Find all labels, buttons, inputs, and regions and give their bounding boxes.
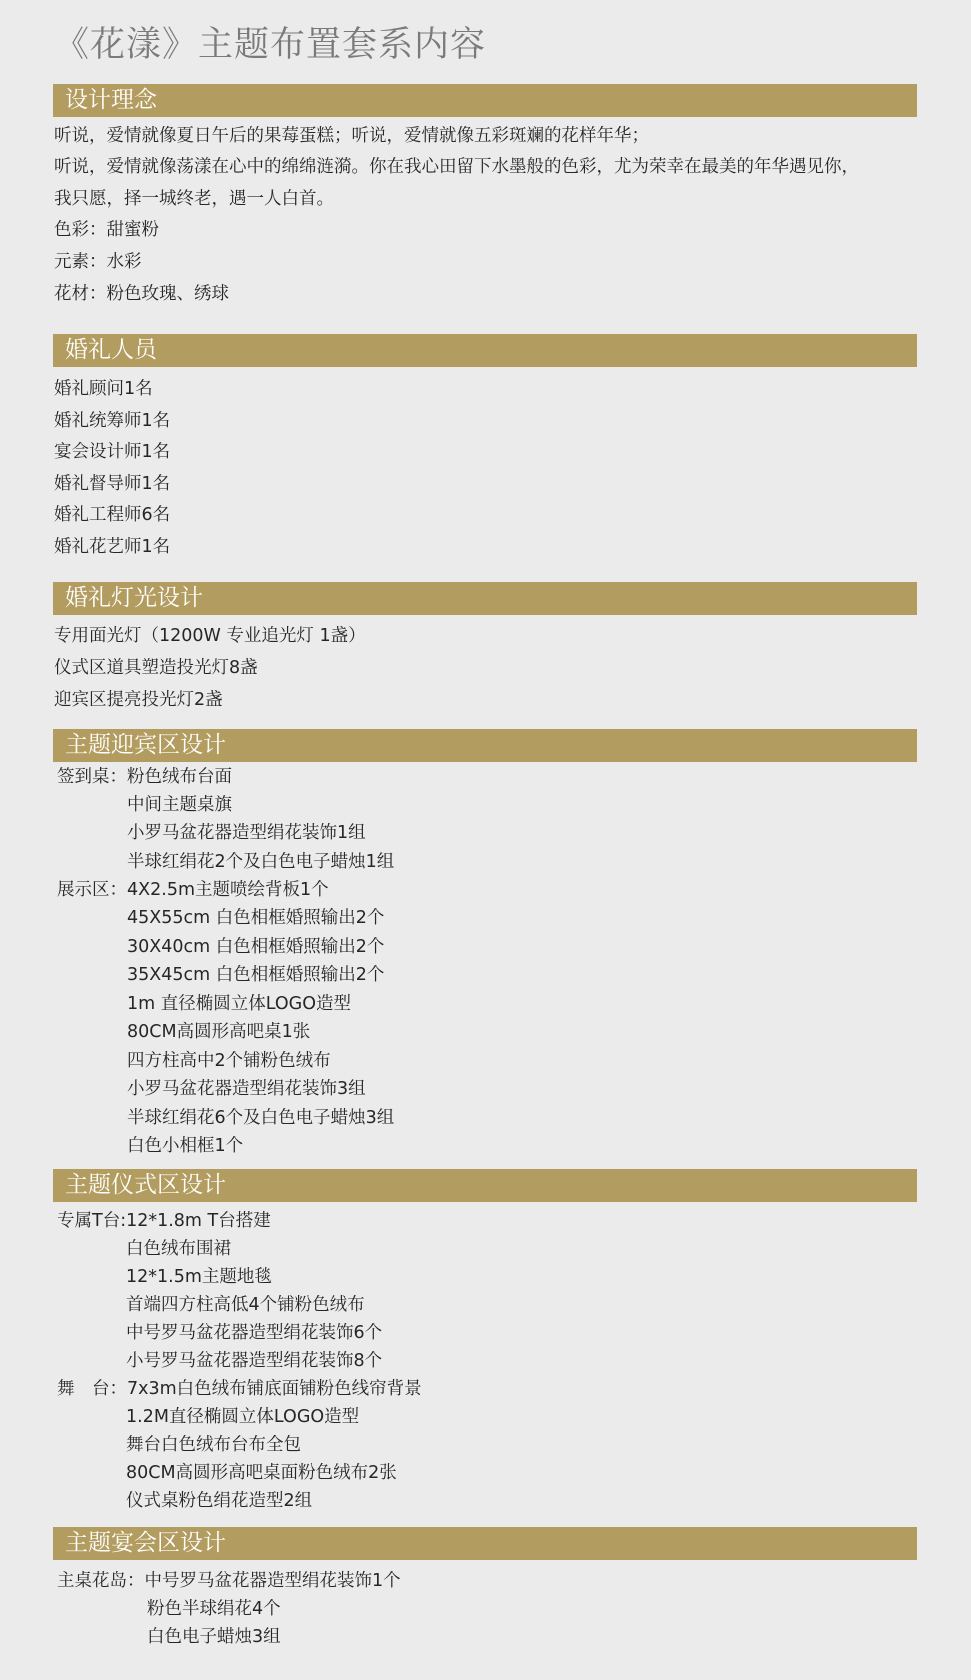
page-title: 《花漾》主题布置套系内容 bbox=[54, 25, 487, 65]
concept-line: 听说，爱情就像荡漾在心中的绵绵涟漪。你在我心田留下水墨般的色彩，尤为荣幸在最美的年华遇见你， bbox=[54, 157, 859, 177]
concept-line: 元素：水彩 bbox=[54, 252, 142, 272]
staff-line: 婚礼花艺师1名 bbox=[54, 537, 171, 557]
welcome-line: 四方柱高中2个铺粉色绒布 bbox=[127, 1051, 331, 1071]
welcome-line: 小罗马盆花器造型绢花装饰3组 bbox=[127, 1079, 366, 1099]
staff-line: 婚礼督导师1名 bbox=[54, 474, 171, 494]
ceremony-line: 白色绒布围裙 bbox=[126, 1239, 231, 1259]
staff-line: 宴会设计师1名 bbox=[54, 442, 171, 462]
lighting-line: 专用面光灯（1200W 专业追光灯 1盏） bbox=[54, 626, 366, 646]
ceremony-line: 仪式桌粉色绢花造型2组 bbox=[126, 1491, 313, 1511]
welcome-line: 80CM高圆形高吧桌1张 bbox=[127, 1022, 311, 1042]
section-header-welcome: 主题迎宾区设计 bbox=[53, 729, 917, 762]
lighting-line: 迎宾区提亮投光灯2盏 bbox=[54, 690, 223, 710]
ceremony-line: 舞台白色绒布台布全包 bbox=[126, 1435, 301, 1455]
ceremony-line: 小号罗马盆花器造型绢花装饰8个 bbox=[126, 1351, 383, 1371]
staff-line: 婚礼工程师6名 bbox=[54, 505, 171, 525]
section-header-ceremony: 主题仪式区设计 bbox=[53, 1169, 917, 1202]
banquet-line: 白色电子蜡烛3组 bbox=[147, 1627, 281, 1647]
ceremony-line: 首端四方柱高低4个铺粉色绒布 bbox=[126, 1295, 365, 1315]
concept-line: 我只愿，择一城终老，遇一人白首。 bbox=[54, 189, 334, 209]
welcome-line: 1m 直径椭圆立体LOGO造型 bbox=[127, 994, 351, 1014]
welcome-line: 半球红绢花2个及白色电子蜡烛1组 bbox=[127, 852, 395, 872]
ceremony-line: 中号罗马盆花器造型绢花装饰6个 bbox=[126, 1323, 383, 1343]
welcome-line: 中间主题桌旗 bbox=[127, 795, 232, 815]
section-header-banquet: 主题宴会区设计 bbox=[53, 1527, 917, 1560]
staff-line: 婚礼统筹师1名 bbox=[54, 411, 171, 431]
ceremony-line: 舞 台：7x3m白色绒布铺底面铺粉色线帘背景 bbox=[57, 1379, 422, 1399]
lighting-line: 仪式区道具塑造投光灯8盏 bbox=[54, 658, 258, 678]
ceremony-line: 专属T台:12*1.8m T台搭建 bbox=[57, 1211, 271, 1231]
welcome-line: 30X40cm 白色相框婚照输出2个 bbox=[127, 937, 385, 957]
ceremony-line: 80CM高圆形高吧桌面粉色绒布2张 bbox=[126, 1463, 397, 1483]
welcome-line: 小罗马盆花器造型绢花装饰1组 bbox=[127, 823, 366, 843]
welcome-line: 35X45cm 白色相框婚照输出2个 bbox=[127, 965, 385, 985]
ceremony-line: 12*1.5m主题地毯 bbox=[126, 1267, 272, 1287]
banquet-line: 主桌花岛：中号罗马盆花器造型绢花装饰1个 bbox=[57, 1571, 401, 1591]
concept-line: 听说，爱情就像夏日午后的果莓蛋糕；听说，爱情就像五彩斑斓的花样年华； bbox=[54, 126, 649, 146]
section-header-lighting: 婚礼灯光设计 bbox=[53, 582, 917, 615]
staff-line: 婚礼顾问1名 bbox=[54, 379, 153, 399]
welcome-line: 白色小相框1个 bbox=[127, 1136, 244, 1156]
concept-line: 花材：粉色玫瑰、绣球 bbox=[54, 284, 229, 304]
welcome-line: 45X55cm 白色相框婚照输出2个 bbox=[127, 908, 385, 928]
section-header-staff: 婚礼人员 bbox=[53, 334, 917, 367]
welcome-line: 半球红绢花6个及白色电子蜡烛3组 bbox=[127, 1108, 395, 1128]
welcome-line: 展示区：4X2.5m主题喷绘背板1个 bbox=[57, 880, 329, 900]
ceremony-line: 1.2M直径椭圆立体LOGO造型 bbox=[126, 1407, 360, 1427]
banquet-line: 粉色半球绢花4个 bbox=[147, 1599, 281, 1619]
welcome-line: 签到桌：粉色绒布台面 bbox=[57, 767, 232, 787]
section-header-concept: 设计理念 bbox=[53, 84, 917, 117]
concept-line: 色彩：甜蜜粉 bbox=[54, 220, 159, 240]
